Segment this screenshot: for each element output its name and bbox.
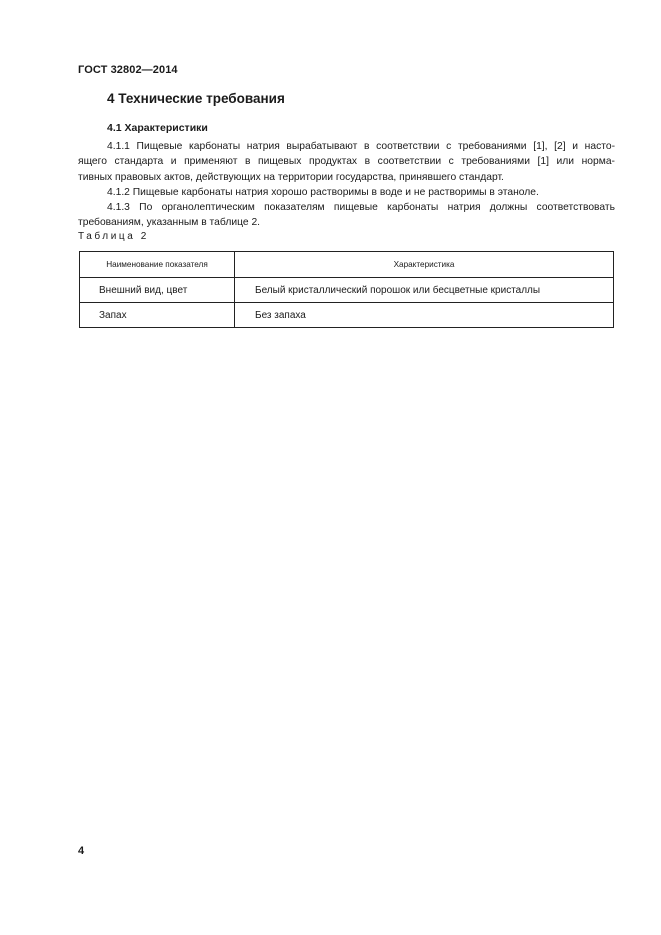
table-row (80, 303, 614, 328)
table-caption: Таблица 2 (78, 231, 149, 242)
table-header-cell: Наименование показателя (80, 252, 235, 278)
document-header: ГОСТ 32802—2014 (78, 64, 178, 76)
characteristics-table (79, 251, 614, 328)
page-number: 4 (78, 845, 85, 857)
table-cell: Без запаха (235, 303, 614, 328)
table-header-row (80, 252, 614, 278)
paragraph-line: ящего стандарта и применяют в пищевых продуктах в соответствии с требованиями [1] или норма- (78, 156, 615, 168)
table-header-cell: Характеристика (235, 252, 614, 278)
table-row (80, 278, 614, 303)
paragraph-line: 4.1.1 Пищевые карбонаты натрия вырабатывают в соответствии с требованиями [1], [2] и насто- (107, 141, 615, 152)
paragraph-line: 4.1.3 По органолептическим показателям пищевые карбонаты натрия должны соответствовать (107, 202, 615, 214)
paragraph-line: требованиям, указанным в таблице 2. (78, 217, 261, 229)
body-text (78, 139, 615, 231)
subsection-title: 4.1 Характеристики (107, 122, 208, 134)
table-cell: Внешний вид, цвет (80, 278, 235, 303)
table-cell: Белый кристаллический порошок или бесцветные кристаллы (235, 278, 614, 303)
paragraph-line: тивных правовых актов, действующих на территории государства, принявшего стандарт. (78, 171, 504, 183)
section-title: 4 Технические требования (107, 91, 285, 106)
table-cell: Запах (80, 303, 235, 328)
paragraph: 4.1.2 Пищевые карбонаты натрия хорошо растворимы в воде и не растворимы в этаноле. (107, 186, 539, 198)
